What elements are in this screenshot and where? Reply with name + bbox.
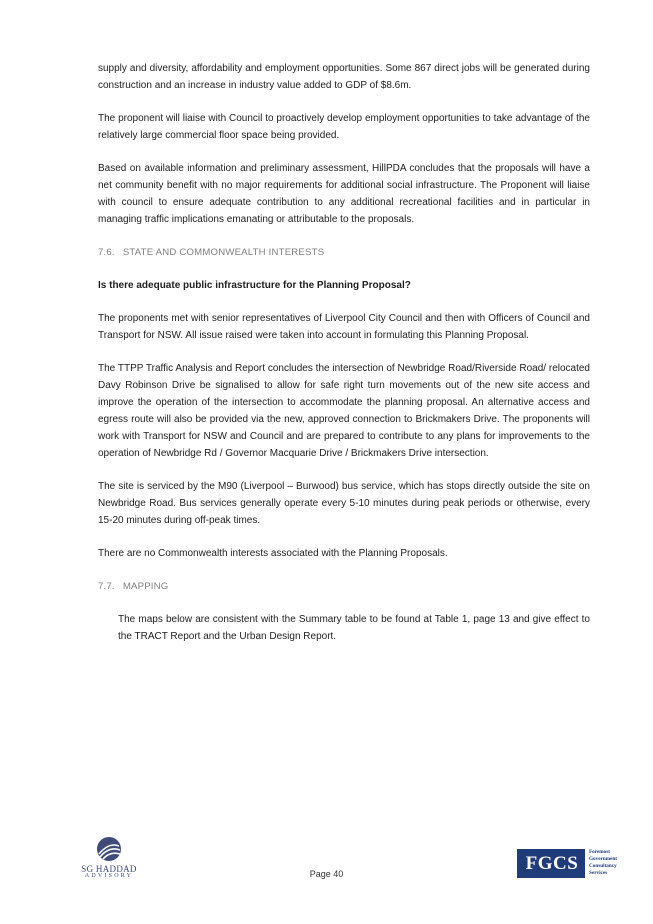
fgcs-line: Government [589,856,617,862]
body-paragraph: The proponent will liaise with Council to proactively develop employment opportunities to take advantage of the relatively large commercial floor space being provided. [98,113,590,141]
section-question: Is there adequate public infrastructure for the Planning Proposal? [98,280,411,291]
fgcs-badge [517,849,585,878]
logo-name: SG HADDAD [81,864,137,874]
body-paragraph: The site is serviced by the M90 (Liverpool – Burwood) bus service, which has stops directly outside the site on Newbridge Road. Bus services generally operate every 5-10 minutes during peak periods or otherwise, every 15-20 minutes during off-peak times. [98,481,590,526]
fgcs-line: Services [589,870,608,876]
body-paragraph: Based on available information and preliminary assessment, HillPDA concludes that the proposals will have a net community benefit with no major requirements for additional social infrastructure. The Proponent will liaise with council to ensure adequate contribution to any additional recreational facilities and in particular in managing traffic implications emanating or attributable to the proposals. [98,163,590,225]
body-paragraph: supply and diversity, affordability and employment opportunities. Some 867 direct jobs will be generated during construction and an increase in industry value added to GDP of $8.6m. [98,63,590,91]
section-title: MAPPING [122,581,169,592]
fgcs-logo [517,849,627,879]
section-number: 7.7. [98,581,115,592]
fgcs-tagline [589,849,629,877]
body-paragraph: The maps below are consistent with the Summary table to be found at Table 1, page 13 and give effect to the TRACT Report and the Urban Design Report. [118,614,590,642]
fgcs-line: Consultancy [589,863,617,869]
section-heading-7-7 [98,578,590,595]
logo-subtitle: ADVISORY [84,873,134,879]
section-title: STATE AND COMMONWEALTH INTERESTS [122,247,325,258]
sg-haddad-emblem-icon [96,836,122,862]
page-content [98,60,590,645]
section-number: 7.6. [98,247,115,258]
fgcs-line: Foremost [589,849,610,855]
fgcs-text: FGCS [525,853,579,874]
page-number: Page 40 [309,869,344,879]
section-heading-7-6 [98,244,590,261]
body-paragraph: There are no Commonwealth interests associated with the Planning Proposals. [98,548,448,559]
body-paragraph: The proponents met with senior representatives of Liverpool City Council and then with Officers of Council and Transport for NSW. All issue raised were taken into account in formulating this Planning Proposal. [98,313,590,341]
body-paragraph: The TTPP Traffic Analysis and Report concludes the intersection of Newbridge Road/Riverside Road/ relocated Davy Robinson Drive be signalised to allow for safe right turn movements out of the new site access and improve the operation of the intersection to accommodate the planning proposal. An alternative access and egress route will also be provided via the new, approved connection to Brickmakers Drive. The proponents will work with Transport for NSW and Council and are prepared to contribute to any plans for improvements to the operation of Newbridge Rd / Governor Macquarie Drive / Brickmakers Drive intersection. [98,363,590,459]
